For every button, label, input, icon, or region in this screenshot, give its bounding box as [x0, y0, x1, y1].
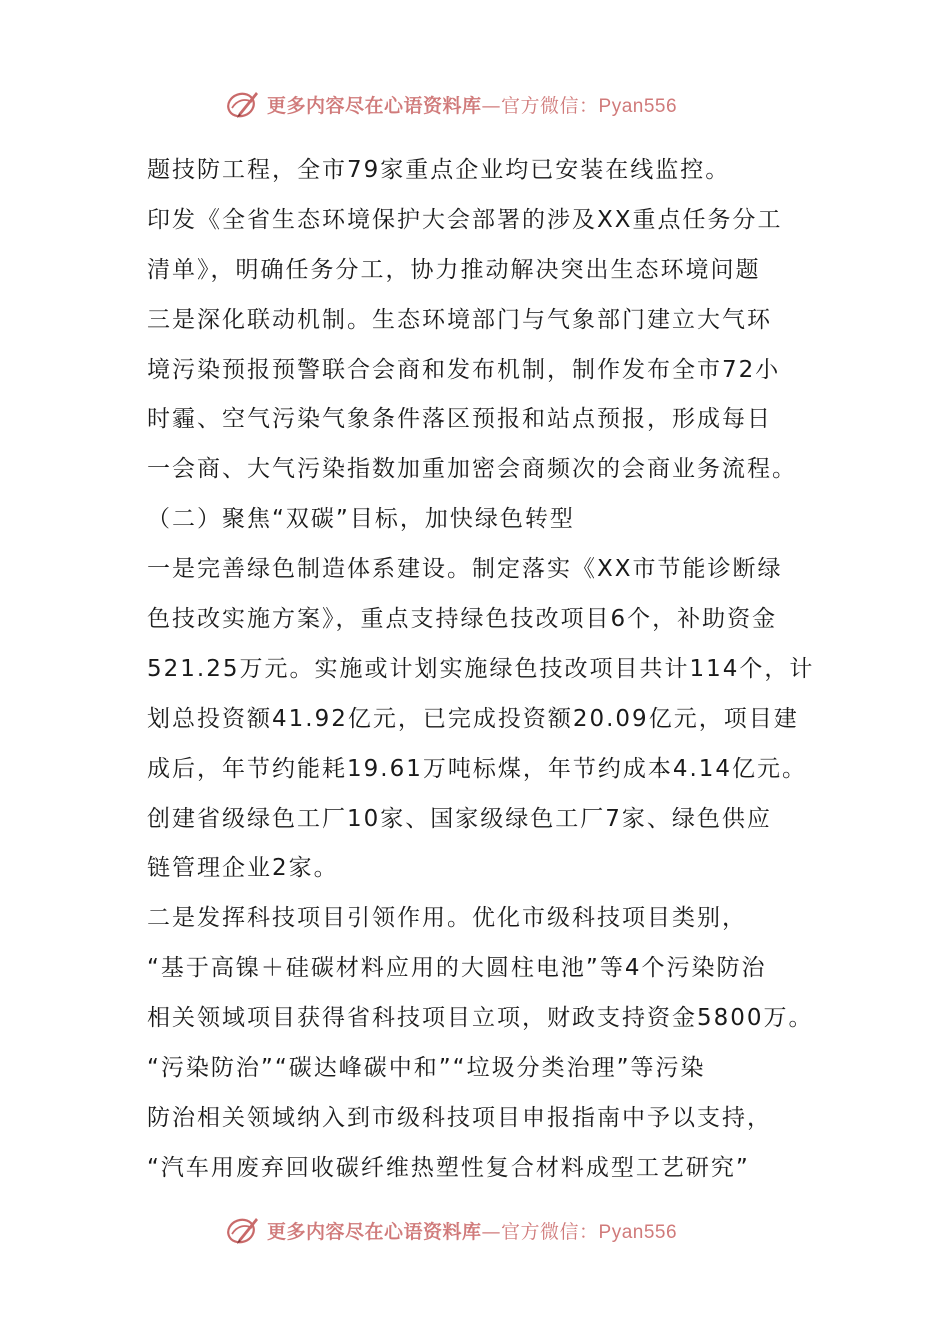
section-heading: （二）聚焦“双碳”目标，加快绿色转型: [147, 506, 575, 533]
pen-swirl-logo-icon: [225, 1212, 261, 1248]
text-line: “污染防治”“碳达峰碳中和”“垃圾分类治理”等污染: [147, 1055, 706, 1082]
document-body: [147, 146, 817, 1194]
text-line: 题技防工程，全市79家重点企业均已安装在线监控。: [147, 157, 731, 183]
text-line: 链管理企业2家。: [147, 855, 339, 882]
watermark-title: 更多内容尽在心语资料库: [267, 94, 482, 117]
text-line: “基于高镍＋硅碳材料应用的大圆柱电池”等4个污染防治: [147, 955, 767, 982]
text-line: 三是深化联动机制。生态环境部门与气象部门建立大气环: [147, 306, 772, 333]
watermark-text: [267, 1217, 677, 1244]
pen-swirl-logo-icon: [225, 86, 261, 122]
text-line: 成后，年节约能耗19.61万吨标煤，年节约成本4.14亿元。: [147, 755, 808, 782]
text-line: “汽车用废弃回收碳纤维热塑性复合材料成型工艺研究”: [147, 1154, 750, 1181]
text-line: 时霾、空气污染气象条件落区预报和站点预报，形成每日: [147, 406, 772, 433]
watermark-title: 更多内容尽在心语资料库: [267, 1220, 482, 1243]
text-line: 清单》，明确任务分工，协力推动解决突出生态环境问题: [147, 256, 761, 283]
text-line: 二是发挥科技项目引领作用。优化市级科技项目类别，: [147, 905, 747, 932]
text-line: 521.25万元。实施或计划实施绿色技改项目共计114个，计: [147, 655, 815, 682]
watermark-text: [267, 91, 677, 118]
header-watermark: [225, 84, 677, 124]
text-line: 一会商、大气污染指数加重加密会商频次的会商业务流程。: [147, 456, 797, 483]
text-line: 印发《全省生态环境保护大会部署的涉及XX重点任务分工: [147, 206, 783, 233]
watermark-wechat-label: —官方微信：: [481, 94, 599, 117]
watermark-wechat-id: Pyan556: [598, 95, 678, 117]
text-line: 境污染预报预警联合会商和发布机制，制作发布全市72小: [147, 356, 781, 383]
watermark-wechat-label: —官方微信：: [481, 1220, 599, 1243]
text-line: 划总投资额41.92亿元，已完成投资额20.09亿元，项目建: [147, 705, 799, 732]
footer-watermark: [225, 1210, 677, 1250]
text-line: 相关领域项目获得省科技项目立项，财政支持资金5800万。: [147, 1005, 814, 1032]
text-line: 创建省级绿色工厂10家、国家级绿色工厂7家、绿色供应: [147, 805, 772, 832]
text-line: 一是完善绿色制造体系建设。制定落实《XX市节能诊断绿: [147, 556, 783, 583]
text-line: 防治相关领域纳入到市级科技项目申报指南中予以支持，: [147, 1104, 772, 1131]
watermark-wechat-id: Pyan556: [598, 1221, 678, 1243]
text-line: 色技改实施方案》，重点支持绿色技改项目6个，补助资金: [147, 606, 778, 633]
